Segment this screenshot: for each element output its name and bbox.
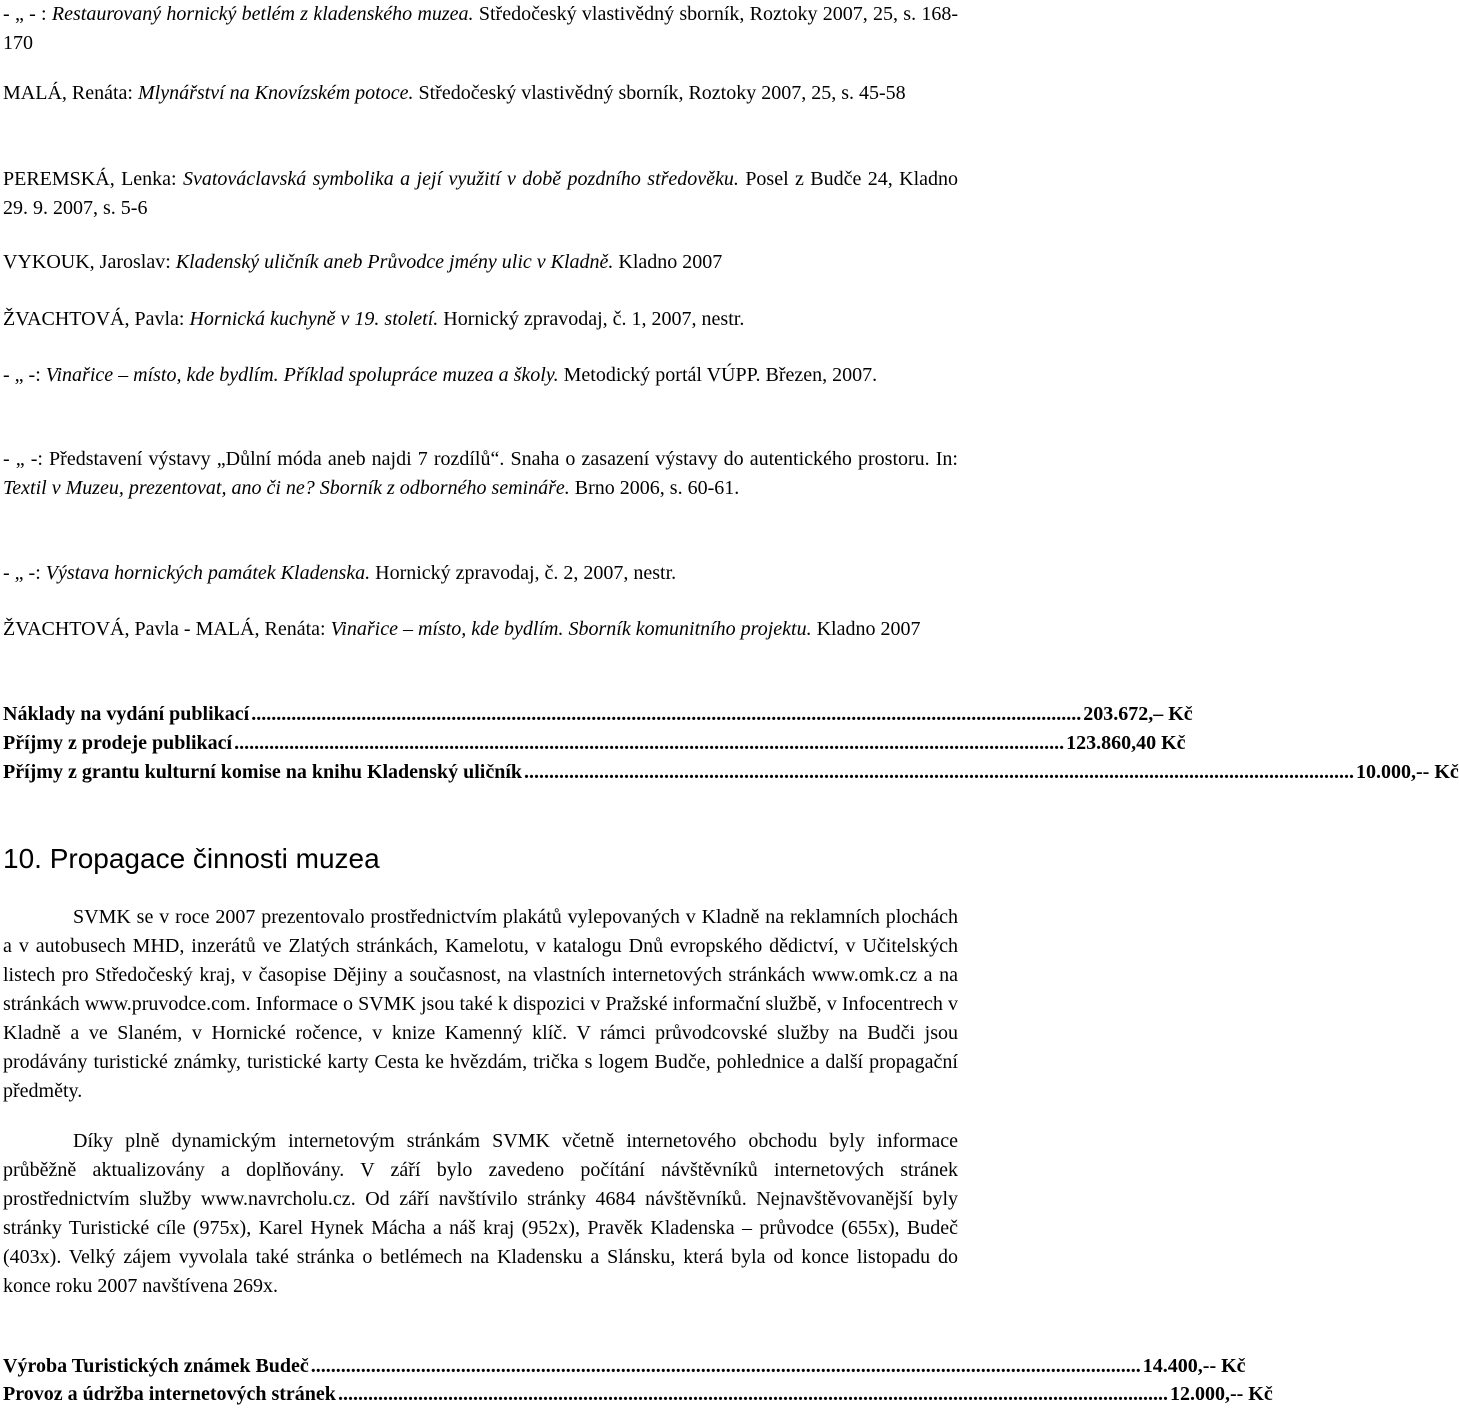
entry-source: Posel z Budče 24, Kladno 29. 9. 2007, s. 5-6	[3, 168, 959, 219]
entry-author: VYKOUK, Jaroslav:	[3, 251, 171, 273]
entry-source: Středočeský vlastivědný sborník, Roztoky 2007, 25, s. 45-58	[418, 82, 906, 104]
entry-author: ŽVACHTOVÁ, Pavla - MALÁ, Renáta:	[3, 618, 326, 640]
entry-source: Brno 2006, s. 60-61.	[574, 477, 740, 499]
entry-author: - „ -:	[3, 562, 41, 584]
entry-title: Kladenský uličník aneb Průvodce jmény ulic v Kladně.	[175, 251, 614, 273]
cost-value: 123.860,40 Kč	[1066, 732, 1186, 754]
cost-label: Příjmy z prodeje publikací	[3, 732, 233, 754]
cost-label: Provoz a údržba internetových stránek	[3, 1383, 336, 1405]
dot-leader: ......................................................................................................................................................................	[251, 703, 1082, 725]
bibliography-entry	[3, 79, 958, 108]
body-paragraph: Díky plně dynamickým internetovým stránkám SVMK včetně internetového obchodu byly informace průběžně aktualizovány a doplňovány. V září bylo zavedeno počítání návštěvníků internetových stránek prostřednictvím služby www.navrcholu.cz. Od září navštívilo stránky 4684 návštěvníků. Nejnavštěvovanější byly stránky Turistické cíle (975x), Karel Hynek Mácha a náš kraj (952x), Pravěk Kladenska – průvodce (655x), Budeč (403x). Velký zájem vyvolala také stránka o betlémech na Kladensku a Slánsku, která byla od konce listopadu do konce roku 2007 navštívena 269x.	[3, 1130, 958, 1297]
entry-source: Metodický portál VÚPP. Březen, 2007.	[563, 364, 878, 386]
cost-label: Výroba Turistických známek Budeč	[3, 1355, 309, 1377]
cost-value: 12.000,-- Kč	[1169, 1383, 1273, 1405]
entry-title: Vinařice – místo, kde bydlím. Příklad spolupráce muzea a školy.	[45, 364, 559, 386]
entry-author: MALÁ, Renáta:	[3, 82, 133, 104]
body-paragraph: SVMK se v roce 2007 prezentovalo prostřednictvím plakátů vylepovaných v Kladně na reklamních plochách a v autobusech MHD, inzerátů ve Zlatých stránkách, Kamelotu, v katalogu Dnů evropského dědictví, v Učitelských listech pro Středočeský kraj, v časopise Dějiny a současnost, na vlastních internetových stránkách www.omk.cz a na stránkách www.pruvodce.com. Informace o SVMK jsou také k dispozici v Pražské informační službě, v Infocentrech v Kladně a ve Slaném, v Hornické ročence, v knize Kamenný klíč. V rámci průvodcovské služby na Budči jsou prodávány turistické známky, turistické karty Cesta ke hvězdám, trička s logem Budče, pohlednice a další propagační předměty.	[3, 906, 958, 1102]
cost-line	[3, 1352, 1246, 1381]
cost-line	[3, 758, 1459, 787]
bibliography-entry	[3, 305, 958, 334]
section-heading: 10. Propagace činnosti muzea	[3, 843, 380, 874]
entry-source: Středočeský vlastivědný sborník, Roztoky 2007, 25, s. 168-170	[3, 3, 959, 54]
entry-author: ŽVACHTOVÁ, Pavla:	[3, 308, 185, 330]
entry-source: Kladno 2007	[816, 618, 921, 640]
entry-author: - „ -:	[3, 364, 41, 386]
entry-title: Hornická kuchyně v 19. století.	[189, 308, 439, 330]
cost-line	[3, 700, 1193, 729]
entry-title: Restaurovaný hornický betlém z kladenského muzea.	[51, 3, 474, 25]
bibliography-entry	[3, 361, 958, 390]
cost-label: Příjmy z grantu kulturní komise na knihu Kladenský uličník	[3, 761, 523, 783]
entry-title: Vinařice – místo, kde bydlím. Sborník komunitního projektu.	[330, 618, 812, 640]
cost-line	[3, 729, 1186, 758]
entry-source: Hornický zpravodaj, č. 2, 2007, nestr.	[375, 562, 677, 584]
cost-value: 10.000,-- Kč	[1356, 761, 1459, 783]
entry-source: Hornický zpravodaj, č. 1, 2007, nestr.	[443, 308, 745, 330]
dot-leader: ......................................................................................................................................................................	[310, 1355, 1141, 1377]
dot-leader: ......................................................................................................................................................................	[524, 761, 1355, 783]
entry-title: Výstava hornických památek Kladenska.	[45, 562, 371, 584]
cost-label: Náklady na vydání publikací	[3, 703, 250, 725]
bibliography-entry	[3, 248, 958, 277]
bibliography-entry	[3, 559, 958, 588]
entry-title: Svatováclavská symbolika a její využití v době pozdního středověku.	[183, 168, 739, 190]
bibliography-entry	[3, 0, 958, 58]
bibliography-entry	[3, 615, 958, 644]
entry-source: Kladno 2007	[618, 251, 723, 273]
cost-line	[3, 1380, 1273, 1409]
entry-title: Mlynářství na Knovízském potoce.	[137, 82, 414, 104]
bibliography-entry	[3, 165, 958, 223]
entry-author: - „ -:	[3, 448, 43, 470]
bibliography-entry	[3, 445, 958, 503]
entry-title: Textil v Muzeu, prezentovat, ano či ne? Sborník z odborného semináře.	[3, 477, 570, 499]
cost-value: 14.400,-- Kč	[1142, 1355, 1246, 1377]
entry-author: - „ - :	[3, 3, 47, 25]
cost-value: 203.672,– Kč	[1083, 703, 1193, 725]
entry-description: Představení výstavy „Důlní móda aneb najdi 7 rozdílů“. Snaha o zasazení výstavy do autentického prostoru. In:	[49, 448, 958, 470]
dot-leader: ......................................................................................................................................................................	[234, 732, 1065, 754]
dot-leader: ......................................................................................................................................................................	[337, 1383, 1168, 1405]
entry-author: PEREMSKÁ, Lenka:	[3, 168, 177, 190]
